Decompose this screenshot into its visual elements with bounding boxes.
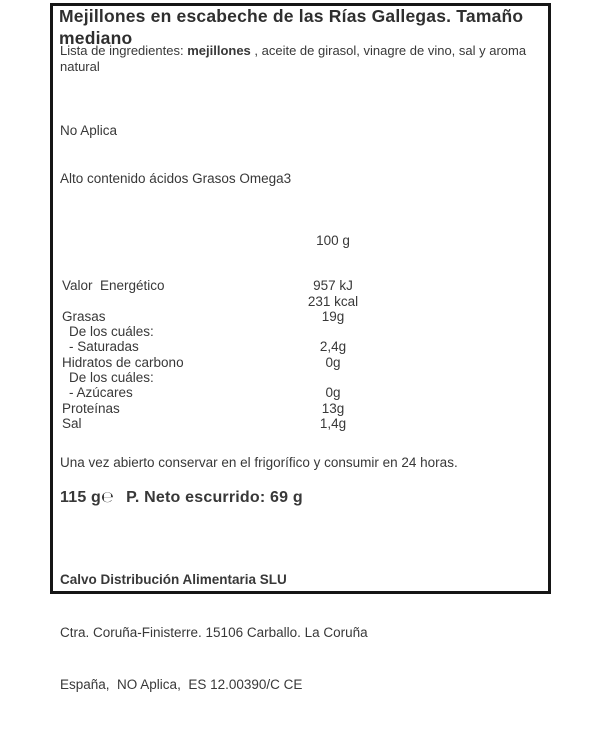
nutrition-row-label: De los cuáles: [69,324,154,340]
nutrition-row-value: 957 kJ [313,278,353,294]
nutrition-header-row [60,233,480,248]
storage-note: Una vez abierto conservar en el frigorífico y consumir en 24 horas. [60,455,458,470]
manufacturer-name: Calvo Distribución Alimentaria SLU [60,572,287,587]
ingredients-main-ingredient: mejillones [187,43,251,58]
nutrition-column-header: 100 g [316,233,350,248]
net-weight-value: 115 g [60,489,102,506]
nutrition-row-label: - Azúcares [69,385,133,401]
nutrition-row-value: 13g [321,400,345,416]
nutrition-row [60,401,480,416]
nutrition-row-value: 0g [325,354,341,370]
nutrition-row-label: Valor Energético [62,278,165,294]
manufacturer-registration: España, NO Aplica, ES 12.00390/C CE [60,677,303,692]
product-title: Mejillones en escabeche de las Rías Gallegas. Tamaño mediano [59,6,529,48]
label-border-box [50,3,551,692]
nutrition-row-value: 0g [325,385,341,401]
net-weight-line [60,488,540,507]
omega3-claim: Alto contenido ácidos Grasos Omega3 [60,171,292,186]
manufacturer-block [60,536,540,729]
nutrition-row-label: Sal [62,415,82,431]
nutrition-row-value: 231 kcal [307,293,359,309]
nutrition-row [60,339,480,354]
claims-block [60,91,540,219]
nutrition-rows [60,278,480,431]
nutrition-row-label: Grasas [62,308,106,324]
manufacturer-address: Ctra. Coruña-Finisterre. 15106 Carballo. La Coruña [60,624,368,640]
nutrition-table [60,203,480,461]
nutrition-row-label: Proteínas [62,400,120,416]
nutrition-row-value: 1,4g [319,415,347,431]
nutrition-row [60,278,480,293]
nutrition-row-value: 2,4g [319,339,347,355]
nutrition-row-label: Hidratos de carbono [62,354,184,370]
nutrition-row [60,416,480,431]
ingredients-line [60,43,550,74]
nutrition-row [60,355,480,370]
allergen-note: No Aplica [60,123,118,138]
drained-weight-value: P. Neto escurrido: 69 g [126,489,303,506]
ingredients-prefix: Lista de ingredientes: [60,43,188,58]
nutrition-row [60,294,480,309]
ingredients-rest: , aceite de girasol, vinagre de vino, sal y aroma natural [60,43,530,74]
nutrition-row-label: - Saturadas [69,339,139,355]
estimated-sign: ℮ [101,488,115,506]
nutrition-row [60,324,480,339]
nutrition-row-label: De los cuáles: [69,370,154,386]
nutrition-row [60,309,480,324]
nutrition-row [60,385,480,400]
nutrition-row-value: 19g [321,308,345,324]
nutrition-row [60,370,480,385]
